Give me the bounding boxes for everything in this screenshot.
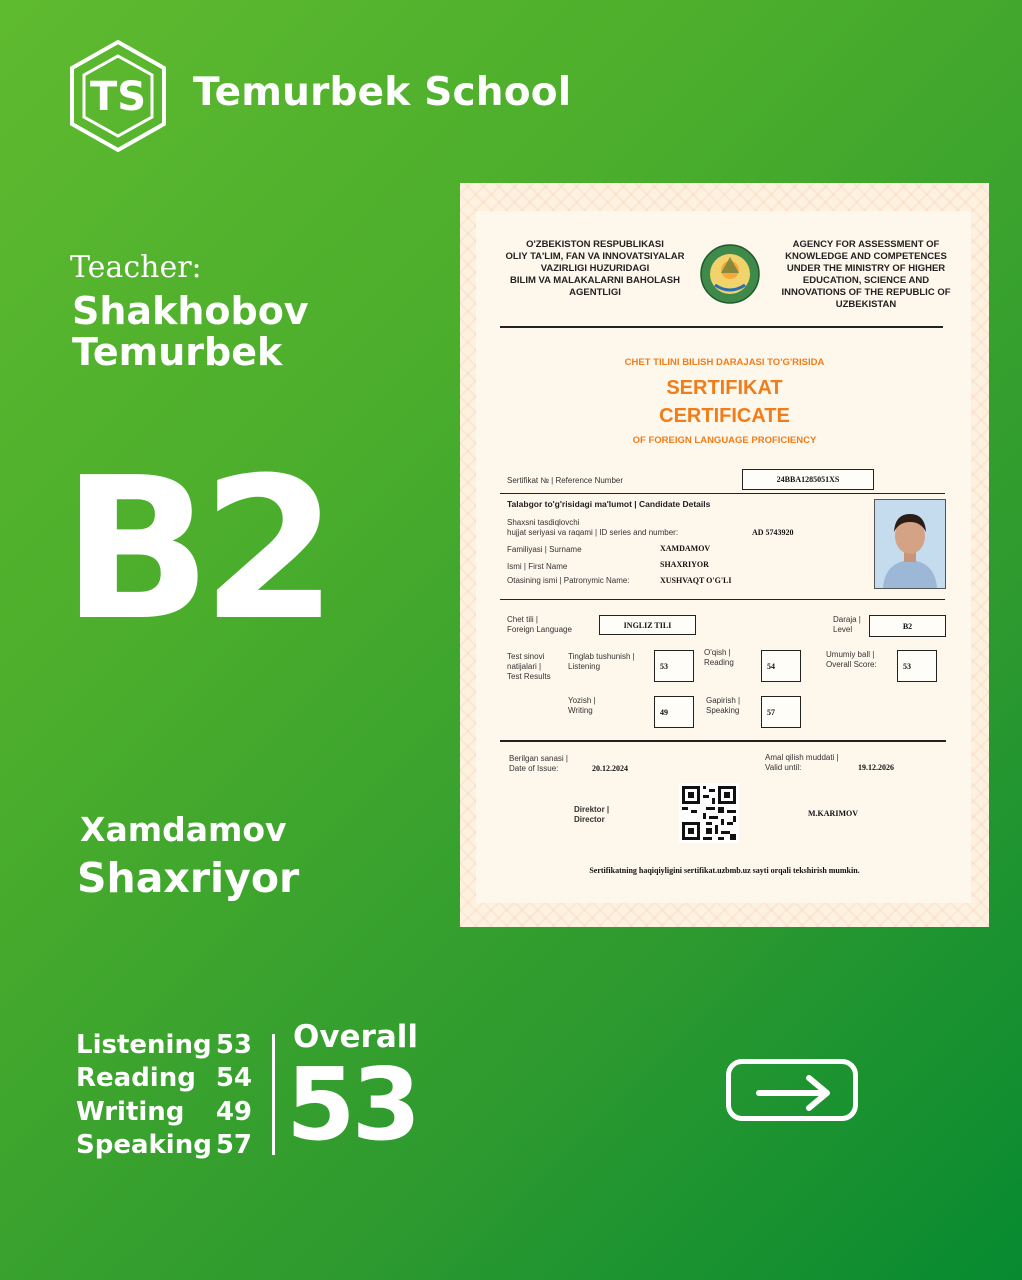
cert-ref-label: Sertifikat № | Reference Number: [507, 476, 624, 485]
cert-footer: Sertifikatning haqiqiyligini sertifikat.uzbmb.uz sayti orqali tekshirish mumkin.: [589, 866, 860, 875]
cert-header-right-line: AGENCY FOR ASSESSMENT OF: [792, 239, 940, 250]
overall-value: 53: [286, 1046, 418, 1163]
score-label: Listening: [76, 1030, 212, 1060]
cert-subtitle-top: CHET TILINI BILISH DARAJASI TO'G'RISIDA: [624, 357, 825, 368]
qr-code-icon: [679, 783, 739, 843]
cert-director-name: M.KARIMOV: [808, 809, 858, 818]
cert-valid-label-2: Valid until:: [765, 763, 802, 772]
cert-header-left-line: OLIY TA'LIM, FAN VA INNOVATSIYALAR: [505, 251, 685, 262]
teacher-name-line1: Shakhobov: [72, 289, 309, 333]
score-label: Reading: [76, 1063, 196, 1093]
cert-issue-value: 20.12.2024: [592, 764, 628, 773]
score-value: 53: [215, 1030, 252, 1060]
certificate-image: [460, 183, 989, 927]
cert-listening-label-1: Tinglab tushunish |: [568, 652, 635, 661]
cert-firstname-value: SHAXRIYOR: [660, 560, 709, 569]
student-first-name: Shaxriyor: [77, 854, 300, 902]
divider: [500, 493, 945, 494]
cert-overall-label-1: Umumiy ball |: [826, 650, 875, 659]
cert-title-en: CERTIFICATE: [659, 405, 790, 427]
cert-results-label-2: natijalari |: [507, 662, 542, 671]
teacher-label: Teacher:: [70, 250, 202, 285]
cert-level-label-1: Daraja |: [833, 615, 861, 624]
cert-valid-value: 19.12.2026: [858, 763, 894, 772]
cert-director-label-1: Direktor |: [574, 805, 610, 814]
arrow-right-icon: [755, 1073, 839, 1113]
cert-lang-value: INGLIZ TILI: [599, 615, 696, 635]
school-logo: [66, 38, 170, 154]
cert-header-left: [480, 239, 710, 299]
cert-surname-value: XAMDAMOV: [660, 544, 711, 553]
cert-subtitle-bottom: OF FOREIGN LANGUAGE PROFICIENCY: [632, 435, 817, 446]
teacher-name: [72, 291, 309, 373]
cert-writing-label-1: Yozish |: [568, 696, 596, 705]
next-button[interactable]: [726, 1059, 858, 1121]
cert-header-right-line: UZBEKISTAN: [835, 299, 897, 310]
cert-lang-label-2: Foreign Language: [507, 625, 572, 634]
cert-header-right-line: EDUCATION, SCIENCE AND: [802, 275, 930, 286]
cert-issue-label-1: Berilgan sanasi |: [509, 754, 568, 763]
divider: [500, 599, 945, 600]
cert-listening-value: 53: [654, 650, 694, 682]
score-value: 49: [215, 1097, 252, 1127]
state-emblem-icon: [699, 243, 761, 305]
cert-reading-label-2: Reading: [704, 658, 734, 667]
cert-results-label-1: Test sinovi: [507, 652, 545, 661]
cert-header-right-line: KNOWLEDGE AND COMPETENCES: [785, 251, 947, 262]
cert-reading-label-1: O'qish |: [704, 648, 731, 657]
cert-header-right: [760, 239, 972, 311]
cert-ref-number: 24BBA1285051XS: [742, 469, 874, 490]
score-value: 54: [215, 1063, 252, 1093]
cert-writing-value: 49: [654, 696, 694, 728]
cert-id-label-2: hujjat seriyasi va raqami | ID series and number:: [507, 528, 679, 537]
cert-director-label-2: Director: [574, 815, 605, 824]
cert-speaking-label-2: Speaking: [706, 706, 740, 715]
score-row-listening: [76, 1030, 252, 1060]
score-row-writing: [76, 1097, 252, 1127]
level-badge: B2: [62, 436, 328, 664]
cert-lang-label-1: Chet tili |: [507, 615, 538, 624]
cert-results-label-3: Test Results: [507, 672, 551, 681]
teacher-name-line2: Temurbek: [72, 330, 283, 374]
cert-patronymic-value: XUSHVAQT O'G'LI: [660, 576, 732, 585]
cert-header-left-line: BILIM VA MALAKALARNI BAHOLASH: [510, 275, 680, 286]
cert-header-left-line: VAZIRLIGI HUZURIDAGI: [540, 263, 650, 274]
cert-header-right-line: INNOVATIONS OF THE REPUBLIC OF: [781, 287, 951, 298]
cert-listening-label-2: Listening: [568, 662, 601, 671]
cert-id-label-1: Shaxsni tasdiqlovchi: [507, 518, 580, 527]
brand-name: Temurbek School: [193, 70, 572, 115]
cert-title-uz: SERTIFIKAT: [666, 377, 783, 399]
cert-overall-label-2: Overall Score:: [826, 660, 877, 669]
cert-speaking-value: 57: [761, 696, 801, 728]
cert-issue-label-2: Date of Issue:: [509, 764, 559, 773]
score-divider: [272, 1034, 275, 1155]
cert-level-label-2: Level: [833, 625, 853, 634]
cert-writing-label-2: Writing: [568, 706, 593, 715]
logo-text: TS: [89, 74, 147, 120]
candidate-photo: [874, 499, 946, 589]
cert-header-right-line: UNDER THE MINISTRY OF HIGHER: [786, 263, 946, 274]
score-value: 57: [215, 1130, 252, 1160]
divider: [500, 740, 946, 742]
score-row-speaking: [76, 1130, 252, 1160]
cert-firstname-label: Ismi | First Name: [507, 562, 568, 571]
cert-surname-label: Familiyasi | Surname: [507, 545, 582, 554]
cert-speaking-label-1: Gapirish |: [706, 696, 741, 705]
cert-id-value: AD 5743920: [752, 528, 794, 537]
score-label: Speaking: [76, 1130, 212, 1160]
overall-label: Overall: [293, 1019, 419, 1055]
cert-header-left-line: AGENTLIGI: [569, 287, 621, 298]
cert-reading-value: 54: [761, 650, 801, 682]
cert-overall-value: 53: [897, 650, 937, 682]
cert-patronymic-label: Otasining ismi | Patronymic Name:: [507, 576, 630, 585]
cert-valid-label-1: Amal qilish muddati |: [765, 753, 839, 762]
cert-level-value: B2: [869, 615, 946, 637]
score-row-reading: [76, 1063, 252, 1093]
divider: [500, 326, 943, 328]
student-surname: Xamdamov: [80, 810, 287, 849]
cert-candidate-heading: Talabgor to'g'risidagi ma'lumot | Candidate Details: [507, 499, 711, 509]
cert-header-left-line: O'ZBEKISTON RESPUBLIKASI: [526, 239, 664, 250]
score-label: Writing: [76, 1097, 185, 1127]
